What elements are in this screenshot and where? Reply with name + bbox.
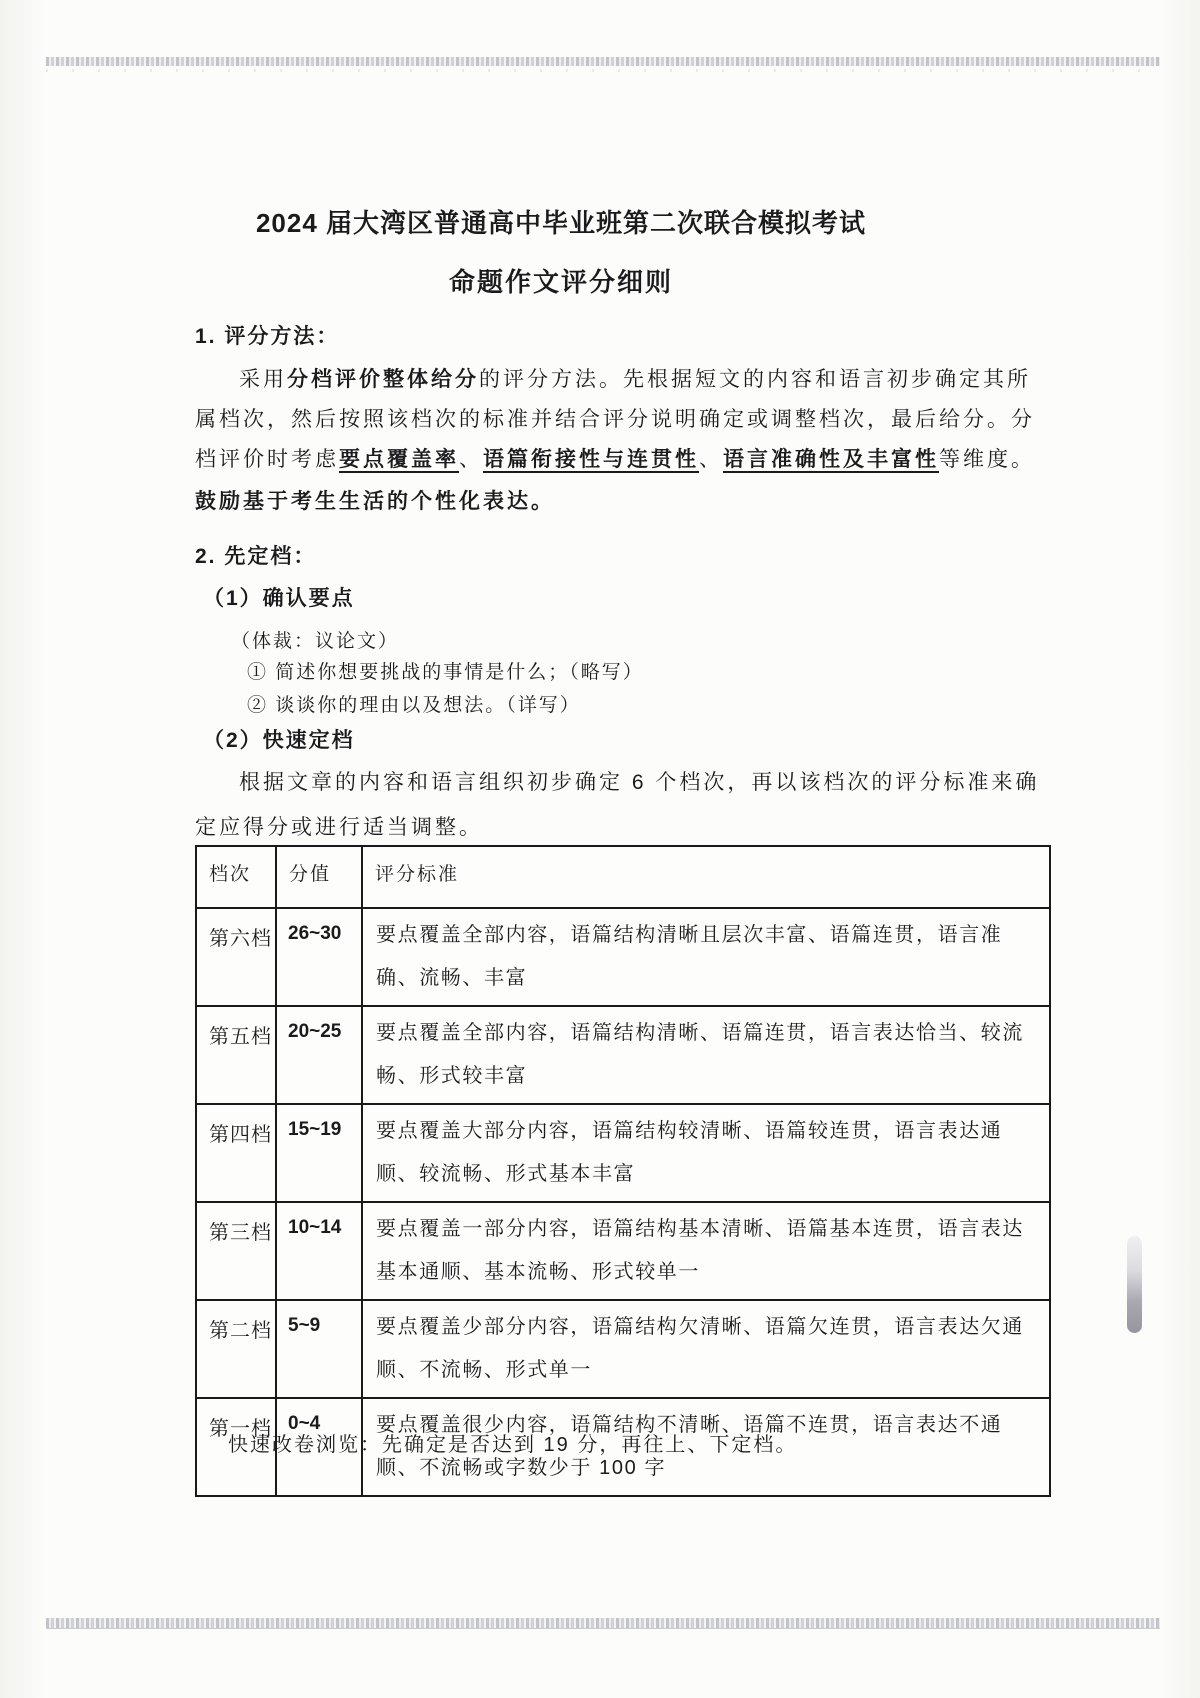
scoring-rubric-table bbox=[195, 845, 1051, 1497]
criteria-cell: 要点覆盖少部分内容，语篇结构欠清晰、语篇欠连贯，语言表达欠通顺、不流畅、形式单一 bbox=[362, 1300, 1050, 1398]
text-run: 、 bbox=[699, 448, 723, 471]
level-cell: 第二档 bbox=[196, 1300, 276, 1398]
section1-heading: 1. 评分方法： bbox=[195, 325, 340, 348]
table-row bbox=[196, 1202, 1050, 1300]
section1-paragraph-line2: 属档次，然后按照该档次的标准并结合评分说明确定或调整档次，最后给分。分 bbox=[195, 408, 1035, 431]
criteria-cell: 要点覆盖全部内容，语篇结构清晰且层次丰富、语篇连贯，语言准确、流畅、丰富 bbox=[362, 908, 1050, 1006]
criteria-cell: 要点覆盖大部分内容，语篇结构较清晰、语篇较连贯，语言表达通顺、较流畅、形式基本丰富 bbox=[362, 1104, 1050, 1202]
text-run: 的评分方法。先根据短文的内容和语言初步确定其所 bbox=[479, 368, 1031, 391]
table-row bbox=[196, 1104, 1050, 1202]
score-cell: 15~19 bbox=[276, 1104, 362, 1202]
text-run: 、 bbox=[459, 448, 483, 471]
scan-edge-shade-left bbox=[0, 0, 46, 1698]
section2-heading: 2. 先定档： bbox=[195, 545, 317, 568]
section2-sub1-heading: （1）确认要点 bbox=[203, 587, 355, 610]
text-run-underlined: 语篇衔接性与连贯性 bbox=[483, 448, 699, 471]
table-header-row bbox=[196, 846, 1050, 908]
criteria-cell: 要点覆盖全部内容，语篇结构清晰、语篇连贯，语言表达恰当、较流畅、形式较丰富 bbox=[362, 1006, 1050, 1104]
text-run-underlined: 语言准确性及丰富性 bbox=[723, 448, 939, 471]
table-row bbox=[196, 1300, 1050, 1398]
score-cell: 26~30 bbox=[276, 908, 362, 1006]
scrollbar-thumb[interactable] bbox=[1127, 1236, 1142, 1333]
header-level: 档次 bbox=[196, 846, 276, 908]
table-row bbox=[196, 908, 1050, 1006]
section1-paragraph-line4: 鼓励基于考生生活的个性化表达。 bbox=[195, 490, 555, 513]
text-run: 采用 bbox=[239, 368, 287, 391]
scan-artifact-band-bottom bbox=[46, 1618, 1160, 1629]
header-criteria: 评分标准 bbox=[362, 846, 1050, 908]
outline-point-1: ① 简述你想要挑战的事情是什么；（略写） bbox=[247, 662, 644, 683]
section1-paragraph-line1 bbox=[195, 363, 1031, 393]
outline-point-2: ② 谈谈你的理由以及想法。（详写） bbox=[247, 695, 581, 716]
scan-artifact-band-top bbox=[46, 57, 1160, 66]
score-cell: 5~9 bbox=[276, 1300, 362, 1398]
document-title-line1: 2024 届大湾区普通高中毕业班第二次联合模拟考试 bbox=[255, 208, 867, 238]
level-cell: 第三档 bbox=[196, 1202, 276, 1300]
score-cell: 20~25 bbox=[276, 1006, 362, 1104]
level-cell: 第一档 bbox=[196, 1398, 276, 1496]
criteria-cell: 要点覆盖一部分内容，语篇结构基本清晰、语篇基本连贯，语言表达基本通顺、基本流畅、形式较单一 bbox=[362, 1202, 1050, 1300]
level-cell: 第六档 bbox=[196, 908, 276, 1006]
table-row bbox=[196, 1006, 1050, 1104]
score-cell: 0~4 bbox=[276, 1398, 362, 1496]
level-cell: 第四档 bbox=[196, 1104, 276, 1202]
scan-edge-shade-right bbox=[1158, 0, 1200, 1698]
text-run-bold: 分档评价整体给分 bbox=[287, 368, 479, 391]
criteria-cell: 要点覆盖很少内容，语篇结构不清晰、语篇不连贯，语言表达不通顺、不流畅或字数少于 100 字 bbox=[362, 1398, 1050, 1496]
section2-sub2-heading: （2）快速定档 bbox=[203, 729, 355, 752]
text-run: 档评价时考虑 bbox=[195, 448, 339, 471]
level-cell: 第五档 bbox=[196, 1006, 276, 1104]
header-score: 分值 bbox=[276, 846, 362, 908]
document-title-line2: 命题作文评分细则 bbox=[448, 267, 673, 297]
section2-paragraph-line1: 根据文章的内容和语言组织初步确定 6 个档次，再以该档次的评分标准来确 bbox=[239, 771, 1040, 794]
section1-paragraph-line3 bbox=[195, 443, 1035, 473]
score-cell: 10~14 bbox=[276, 1202, 362, 1300]
text-run: 等维度。 bbox=[939, 448, 1035, 471]
genre-note: （体裁：议论文） bbox=[231, 631, 400, 652]
section2-paragraph-line2: 定应得分或进行适当调整。 bbox=[195, 816, 483, 839]
footer-note: 快速改卷浏览：先确定是否达到 19 分，再往上、下定档。 bbox=[228, 1434, 798, 1456]
text-run-underlined: 要点覆盖率 bbox=[339, 448, 459, 471]
